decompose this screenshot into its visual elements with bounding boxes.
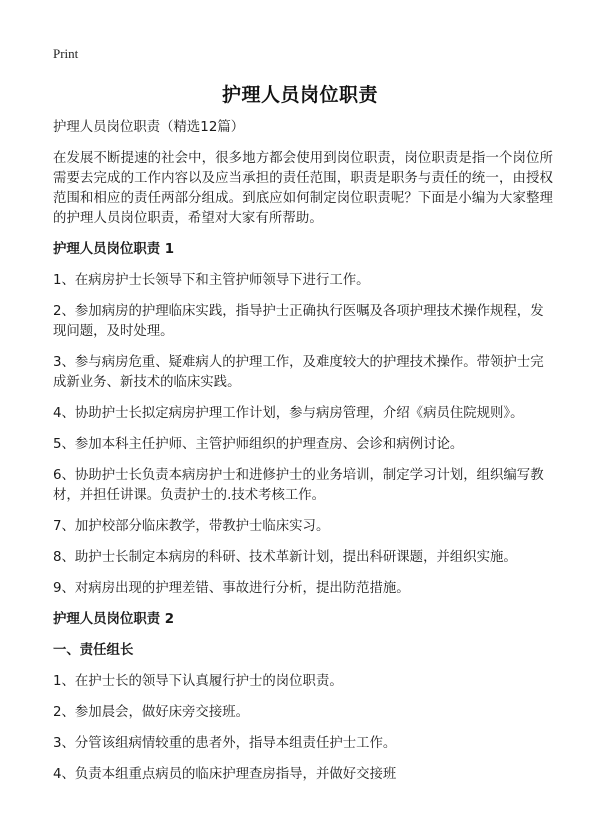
list-item: 4、协助护士长拟定病房护理工作计划，参与病房管理，介绍《病员住院规则》。 [53,406,524,421]
list-item: 1、在护士长的领导下认真履行护士的岗位职责。 [53,674,343,689]
list-item: 3、分管该组病情较重的患者外，指导本组责任护士工作。 [53,736,397,751]
list-item: 4、负责本组重点病员的临床护理查房指导，并做好交接班 [53,767,397,782]
list-item: 8、助护士长制定本病房的科研、技术革新计划，提出科研课题，并组织实施。 [53,550,517,565]
sub-heading: 一、责任组长 [53,643,134,658]
section-heading-2: 护理人员岗位职责 2 [53,612,175,627]
list-item: 6、协助护士长负责本病房护士和进修护士的业务培训，制定学习计划，组织编写教材，并担任讲课。负责护士的.技术考核工作。 [53,468,544,503]
document-subtitle: 护理人员岗位职责（精选12篇） [53,120,245,135]
list-item: 7、加护校部分临床教学，带教护士临床实习。 [53,519,330,534]
document-body [53,118,553,796]
list-item: 9、对病房出现的护理差错、事故进行分析，提出防范措施。 [53,581,410,596]
list-item: 5、参加本科主任护师、主管护师组织的护理查房、会诊和病例讨论。 [53,437,464,452]
list-item: 2、参加晨会，做好床旁交接班。 [53,705,249,720]
print-link[interactable]: Print [53,46,79,61]
document-title: 护理人员岗位职责 [221,84,378,106]
list-item: 1、在病房护士长领导下和主管护师领导下进行工作。 [53,273,370,288]
list-item: 2、参加病房的护理临床实践，指导护士正确执行医嘱及各项护理技术操作规程，发现问题，及时处理。 [53,304,544,339]
list-item: 3、参与病房危重、疑难病人的护理工作，及难度较大的护理技术操作。带领护士完成新业务、新技术的临床实践。 [53,355,544,390]
section-heading-1: 护理人员岗位职责 1 [53,242,175,257]
intro-paragraph: 在发展不断提速的社会中，很多地方都会使用到岗位职责，岗位职责是指一个岗位所需要去完成的工作内容以及应当承担的责任范围，职责是职务与责任的统一，由授权范围和相应的责任两部分组成。到底应如何制定岗位职责呢？下面是小编为大家整理的护理人员岗位职责，希望对大家有所帮助。 [53,151,553,226]
